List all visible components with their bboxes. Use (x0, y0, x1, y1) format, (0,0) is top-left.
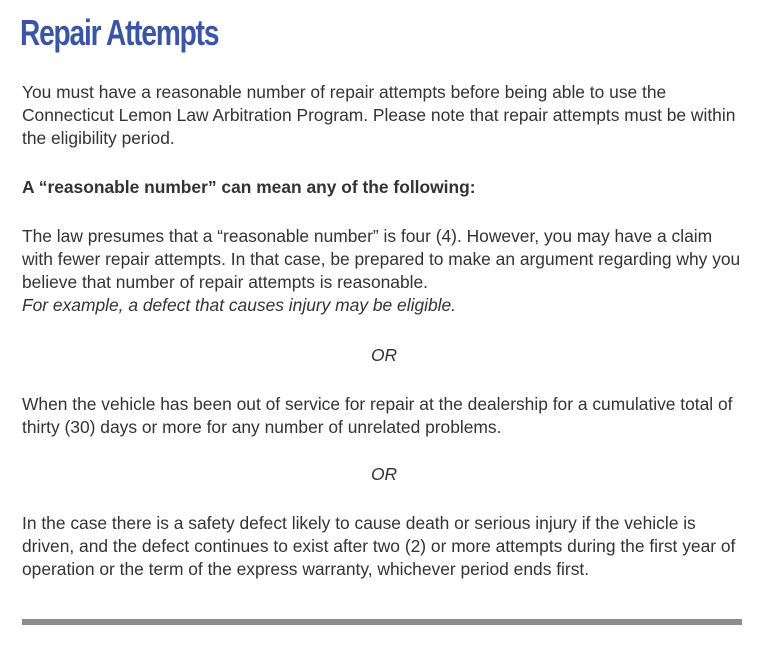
criterion-1 (22, 225, 746, 317)
intro-paragraph: You must have a reasonable number of repair attempts before being able to use the Connecticut Lemon Law Arbitration Program. Please note that repair attempts must be within the eligibility period. (22, 82, 736, 148)
page-title: Repair Attempts (20, 12, 219, 53)
or-separator-2: OR (370, 464, 398, 484)
bottom-divider (22, 619, 742, 625)
criterion-1-text: The law presumes that a “reasonable number” is four (4). However, you may have a claim with fewer repair attempts. In that case, be prepared to make an argument regarding why you believe that number of repair attempts is reasonable. (22, 226, 741, 292)
criterion-3: In the case there is a safety defect likely to cause death or serious injury if the vehicle is driven, and the defect continues to exist after two (2) or more attempts during the first year of operation or the term of the express warranty, whichever period ends first. (22, 513, 736, 579)
criteria-heading: A “reasonable number” can mean any of the following: (22, 177, 476, 197)
criterion-2: When the vehicle has been out of service for repair at the dealership for a cumulative total of thirty (30) days or more for any number of unrelated problems. (22, 394, 733, 437)
or-separator-1: OR (370, 345, 398, 365)
criterion-1-example: For example, a defect that causes injury may be eligible. (22, 295, 457, 315)
